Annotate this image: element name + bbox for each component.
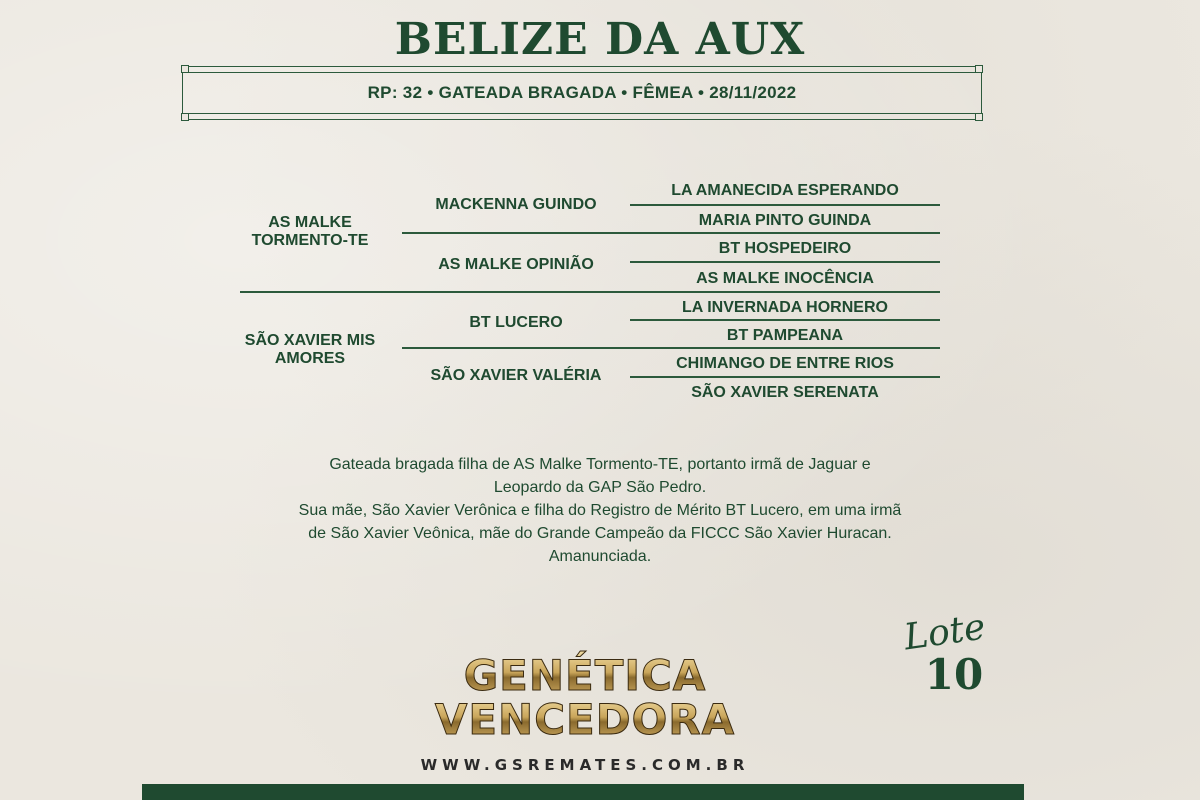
pedigree-line [630,319,940,321]
description-line: Leopardo da GAP São Pedro. [493,479,707,496]
pedigree-ggp-1: LA AMANECIDA ESPERANDO [671,182,899,199]
pedigree-ggp-5: LA INVERNADA HORNERO [682,299,888,316]
pedigree-dam-dam: SÃO XAVIER VALÉRIA [430,367,602,384]
pedigree-dam-sire: BT LUCERO [469,314,563,331]
pedigree-ggp-3: BT HOSPEDEIRO [718,240,852,257]
info-banner [182,72,982,114]
frame-corner [975,65,983,73]
logo-line-1: GENÉTICA [463,651,707,700]
pedigree-ggp-4: AS MALKE INOCÊNCIA [696,270,874,287]
description [200,453,1000,568]
pedigree-dam: SÃO XAVIER MIS AMORES [244,332,376,367]
frame-corner [181,65,189,73]
pedigree-ggp-7: CHIMANGO DE ENTRE RIOS [676,355,894,372]
frame-corner [975,113,983,121]
lot-number: 10 [924,650,984,699]
description-line: de São Xavier Veônica, mãe do Grande Campeão da FICCC São Xavier Huracan. [308,525,892,542]
frame-corner [181,113,189,121]
info-text: RP: 32 • GATEADA BRAGADA • FÊMEA • 28/11/2022 [367,83,797,102]
pedigree-line [630,376,940,378]
pedigree-ggp-8: SÃO XAVIER SERENATA [691,384,879,401]
description-line: Gateada bragada filha de AS Malke Tormento-TE, portanto irmã de Jaguar e [329,456,871,473]
genetica-vencedora-logo [420,648,750,744]
pedigree-line [402,232,940,234]
description-line: Amanunciada. [548,548,652,565]
description-line: Sua mãe, São Xavier Verônica e filha do Registro de Mérito BT Lucero, em uma irmã [298,502,902,519]
pedigree-sire-sire: MACKENNA GUINDO [435,196,597,213]
pedigree-sire-dam: AS MALKE OPINIÃO [438,256,594,273]
website-link[interactable]: WWW.GSREMATES.COM.BR [420,756,750,774]
pedigree-ggp-2: MARIA PINTO GUINDA [698,212,872,229]
pedigree-line [240,291,940,293]
pedigree-ggp-6: BT PAMPEANA [726,327,844,344]
lot-label: Lote [901,606,988,659]
pedigree-sire: AS MALKE TORMENTO-TE [251,214,369,249]
bottom-bar [142,784,1024,800]
logo-line-2: VENCEDORA [434,695,736,744]
pedigree-line [630,261,940,263]
pedigree-line [630,204,940,206]
pedigree-line [402,347,940,349]
page-title: BELIZE DA AUX [394,14,806,65]
